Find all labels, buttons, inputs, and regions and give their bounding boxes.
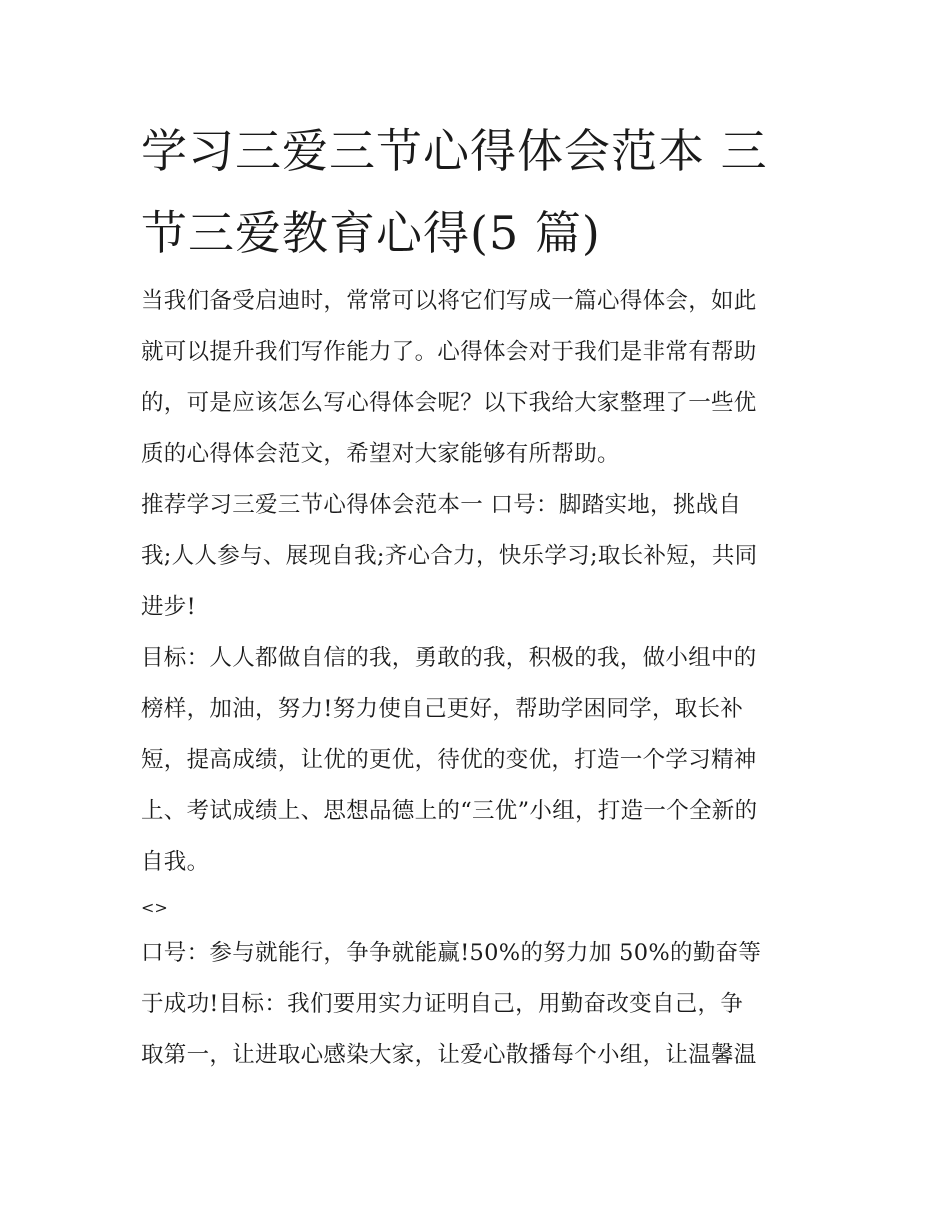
text-line: 目标：人人都做自信的我，勇敢的我，积极的我，做小组中的: [141, 645, 757, 671]
text-line: 口号：参与就能行，争争就能赢!50%的努力加 50%的勤奋等: [141, 940, 762, 966]
goal-paragraph: [141, 633, 815, 888]
intro-paragraph: [141, 276, 815, 480]
text-line: 自我。: [141, 849, 210, 875]
document-content: [141, 110, 815, 1081]
text-line: 就可以提升我们写作能力了。心得体会对于我们是非常有帮助: [141, 339, 757, 365]
text-line: 的，可是应该怎么写心得体会呢？以下我给大家整理了一些优: [141, 390, 757, 416]
second-slogan-paragraph: [141, 928, 815, 1081]
title-line: 节三爱教育心得(5 篇): [141, 206, 601, 260]
text-line: 推荐学习三爱三节心得体会范本一 口号：脚踏实地，挑战自: [141, 492, 742, 518]
text-line: 于成功!目标：我们要用实力证明自己，用勤奋改变自己，争: [141, 991, 744, 1017]
slogan-paragraph: [141, 480, 815, 633]
text-line: 我;人人参与、展现自我;齐心合力，快乐学习;取长补短，共同: [141, 543, 758, 569]
text-line: 短，提高成绩，让优的更优，待优的变优，打造一个学习精神: [141, 747, 757, 773]
document-title: [141, 110, 815, 274]
text-line: 取第一，让进取心感染大家，让爱心散播每个小组，让温馨温: [141, 1042, 757, 1068]
text-line: 当我们备受启迪时，常常可以将它们写成一篇心得体会，如此: [141, 288, 757, 314]
text-line: 质的心得体会范文，希望对大家能够有所帮助。: [141, 441, 620, 467]
text-line: 进步!: [141, 594, 196, 620]
text-line: 上、考试成绩上、思想品德上的“三优”小组，打造一个全新的: [141, 798, 758, 824]
title-line: 学习三爱三节心得体会范本 三: [141, 124, 768, 178]
separator-symbol: <>: [141, 898, 168, 917]
text-line: 榜样，加油，努力!努力使自己更好，帮助学困同学，取长补: [141, 696, 744, 722]
